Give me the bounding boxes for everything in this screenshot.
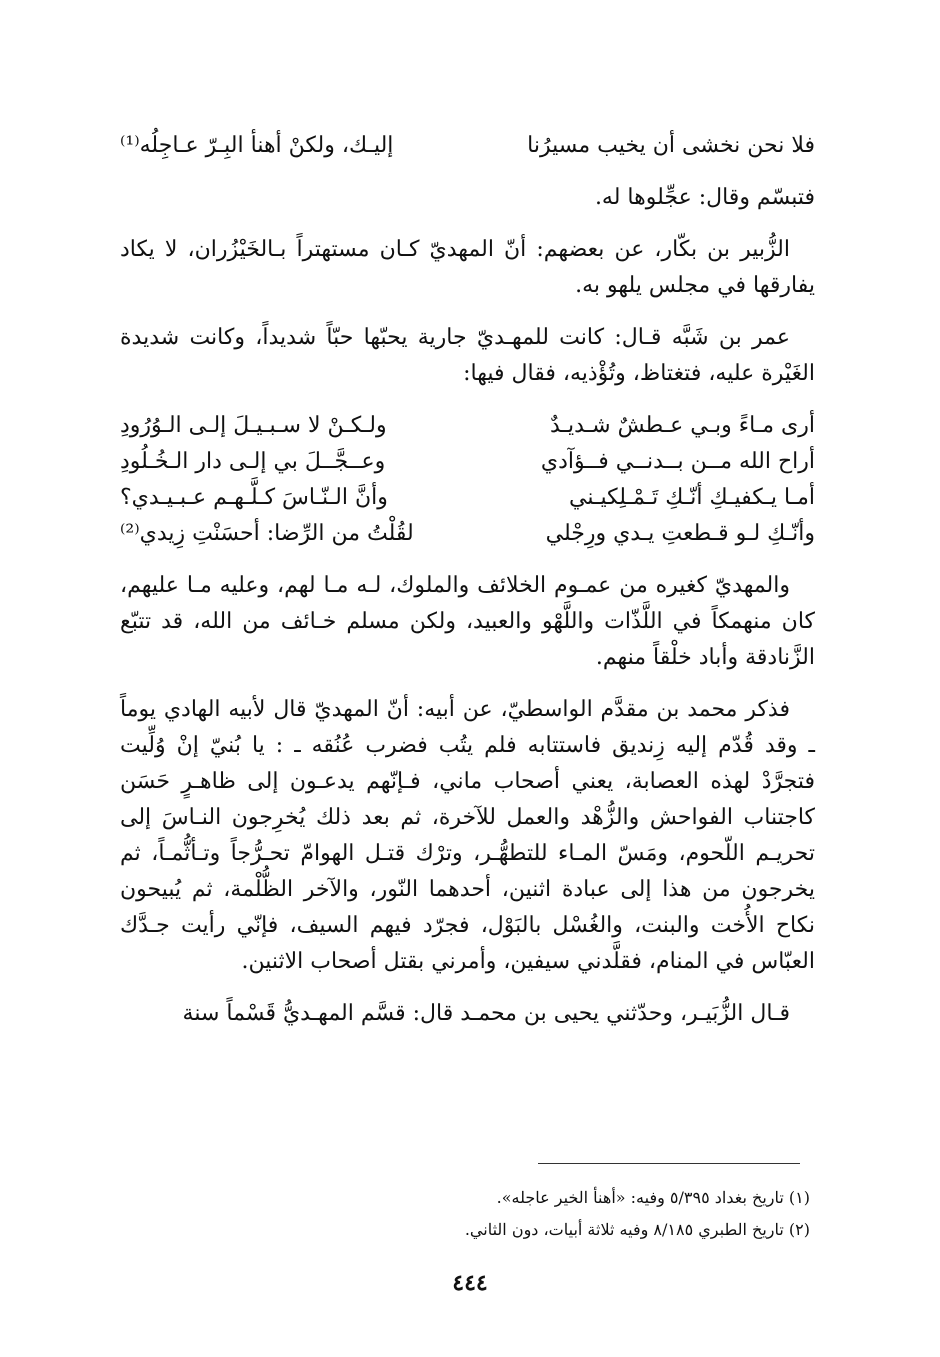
footnote: (٢) تاريخ الطبري ٨/١٨٥ وفيه ثلاثة أبيات، دون الثاني. bbox=[464, 1220, 810, 1239]
poem-hemistich-right: أراح الله مــن بــدنــي فــؤآدي bbox=[540, 449, 815, 474]
poem-hemistich-left: وعــجَّــلَ بي إلـى دار الـخُـلُودِ bbox=[120, 449, 386, 474]
verse-hemistich-left: إليـك، ولكنْ أهنأ البِـرّ عـاجِلُه⁽¹⁾ bbox=[120, 133, 394, 158]
poem-hemistich-left: ولـكـنْ لا سـبـيـلَ إلـى الـوُرُودِ bbox=[120, 413, 387, 438]
paragraph: فذكر محمد بن مقدَّم الواسطيّ، عن أبيه: أنّ المهديّ قال لأبيه الهادي يوماً ـ وقد قُدّم إليه زِنديق فاستتابه فلم يتُب فضرب عُنُقه ـ : يا بُنيّ إنْ وُلِّيت فتجرَّدْ لهذه العصابة، يعني أصحاب ماني، فـإنّهم يدعـون إلى ظاهـرٍ حَسَن كاجتناب الفواحش والزُّهْد والعمل للآخرة، ثم بعد ذلك يُخرِجون النـاسَ إلى تحريـم اللّحوم، ومَسّ المـاء للتطهُّـر، وترْك قتـل الهوامّ تحـرُّجاً وتـأثُّمـاً، ثم يخرجون من هذا إلى عبادة اثنين، أحدهما النّور، والآخر الظُّلْمة، ثم يُبيحون نكاح الأُخت والبنت، والغُسْل بالبَوْل، فجرّد فيهم السيف، فإنّي رأيت جـدَّك العبّاس في المنام، فقلَّدني سيفين، وأمرني بقتل أصحاب الاثنين. bbox=[120, 697, 815, 974]
poem-line bbox=[120, 444, 815, 480]
footnotes bbox=[120, 1182, 810, 1246]
poem-hemistich-left: لقُلْتُ من الرِّضا: أحسَنْتِ زِيدي⁽²⁾ bbox=[120, 521, 414, 546]
poem-hemistich-left: وأنَّ الـنّـاسَ كـلَّـهـم عـبـيـدي؟ bbox=[120, 485, 388, 510]
page-number: ٤٤٤ bbox=[452, 1270, 488, 1296]
poem-line bbox=[120, 480, 815, 516]
footnote-divider bbox=[538, 1163, 800, 1164]
poem-line bbox=[120, 408, 815, 444]
poem-hemistich-right: أمـا يـكفيـكِ أنّـكِ تَـمْـلِكيـني bbox=[569, 485, 815, 510]
poem-hemistich-right: أرى مـاءً وبـي عـطشٌ شـديـدٌ bbox=[550, 413, 815, 438]
verse-hemistich-right: فلا نحن نخشى أن يخيب مسيرُنا bbox=[527, 133, 815, 158]
paragraph: والمهديّ كغيره من عمـوم الخلائف والملوك، لـه مـا لهم، وعليه مـا عليهم، كان منهمكاً في اللَّذّات واللَّهْو والعبيد، ولكن مسلم خـائف من الله، قد تتبّع الزَّنادقة وأباد خلْقاً منهم. bbox=[120, 573, 815, 670]
poem-hemistich-right: وأنّـكِ لـو قـطعتِ يـدي ورِجْلي bbox=[545, 521, 815, 546]
paragraph: فتبسّم وقال: عجِّلوها له. bbox=[594, 185, 815, 210]
poem bbox=[120, 408, 815, 552]
opening-verse bbox=[120, 130, 815, 162]
poem-line bbox=[120, 516, 815, 552]
page-body bbox=[120, 120, 815, 1048]
paragraph: قـال الزُّبَيـر، وحدّثني يحيى بن محمـد قال: قسَّم المهـديُّ قَسْماً سنة bbox=[182, 1001, 790, 1026]
footnote: (١) تاريخ بغداد ٥/٣٩٥ وفيه: «أهنأ الخير عاجله». bbox=[496, 1188, 810, 1207]
paragraph: عمر بن شَبَّه قـال: كانت للمهـديّ جارية يحبّها حبّاً شديداً، وكانت شديدة الغَيْرة عليه، فتغتاظ، وتُؤْذيه، فقال فيها: bbox=[120, 325, 815, 386]
paragraph: الزُّبير بن بكّار، عن بعضهم: أنّ المهديّ كـان مستهتراً بـالخَيْزُران، لا يكاد يفارقها في مجلس يلهو به. bbox=[120, 237, 815, 298]
